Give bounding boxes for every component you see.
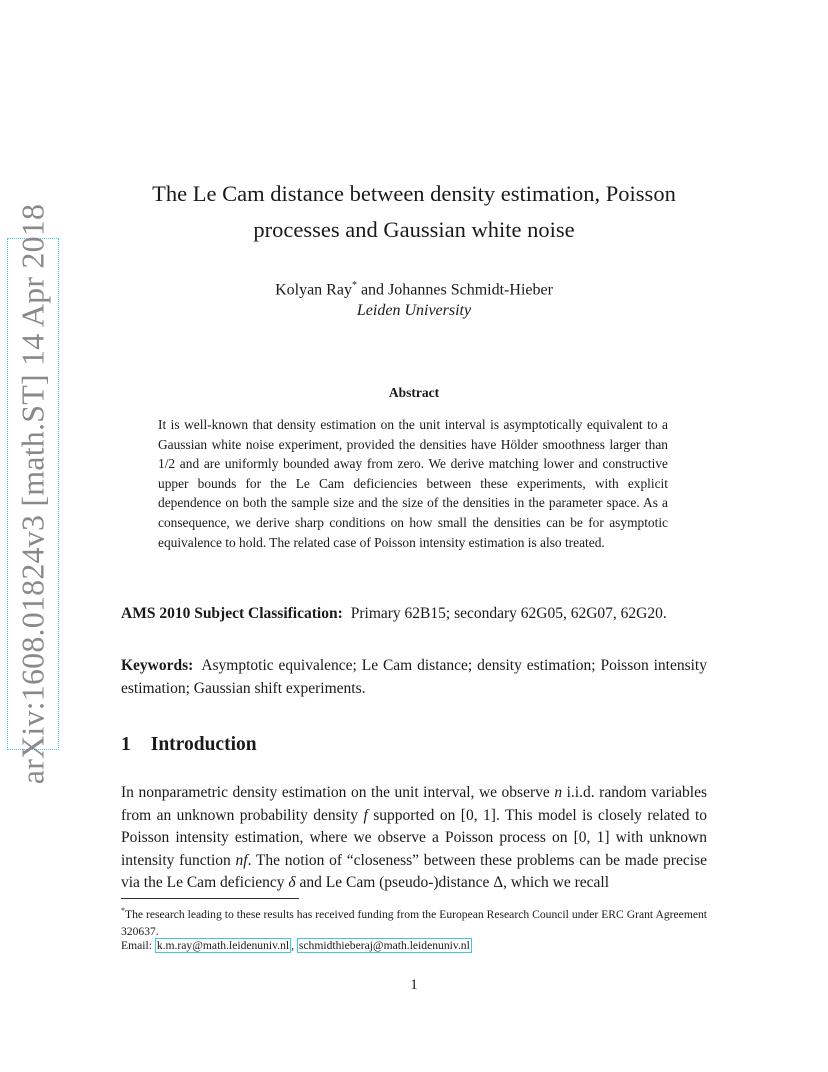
title-line-1: The Le Cam distance between density estimation, Poisson [152,181,676,206]
page-number: 1 [410,977,418,993]
intro-text-1: In nonparametric density estimation on the unit interval, we observe [121,784,555,801]
abstract-text: It is well-known that density estimation on the unit interval is asymptotically equivalent to a Gaussian white noise experiment, provided the densities have Hölder smoothness larger than 1/2 and are uniformly bounded away from zero. We derive matching lower and constructive upper bounds for the Le Cam deficiencies between these experiments, with explicit dependence on both the sample size and the size of the densities in the parameter space. As a consequence, we derive sharp conditions on how small the densities can be for asymptotic equivalence to hold. The related case of Poisson intensity estimation is also treated. [158,417,668,550]
intro-text-3: supported on [0, 1]. This model is closely related to Poisson intensity estimation, where we observe a Poisson process on [0, 1] with unknown intensity function [121,806,707,869]
paper-title [121,176,707,248]
author-list [121,276,707,300]
footnote [121,902,707,941]
author-footnote-mark[interactable]: * [351,280,357,291]
author-1: Kolyan Ray [275,281,352,299]
email-link-schmidt-hieber[interactable]: schmidthieberaj@math.leidenuniv.nl [298,939,470,952]
email-link-ray[interactable]: k.m.ray@math.leidenuniv.nl [156,939,290,952]
intro-math-delta: δ [288,874,296,891]
intro-text-4: . The notion of “closeness” between these problems can be made precise via the Le Cam deficiency [121,851,707,891]
ams-text: Primary 62B15; secondary 62G05, 62G07, 62G20. [350,605,667,622]
keywords [121,654,707,700]
footnote-mark: * [121,906,125,915]
section-number: 1 [121,734,131,755]
author-conjunction: and [356,281,389,299]
keywords-label: Keywords: [121,657,194,674]
title-line-2: processes and Gaussian white noise [253,217,575,242]
section-title: Introduction [150,734,257,755]
email-label: Email: [121,939,155,952]
keywords-text: Asymptotic equivalence; Le Cam distance; density estimation; Poisson intensity estimation; Gaussian shift experiments. [121,657,707,697]
section-heading-introduction [121,734,257,756]
ams-classification [121,602,707,626]
footnote-rule [121,898,299,899]
intro-math-n: n [554,784,563,801]
affiliation: Leiden University [356,302,472,319]
introduction-paragraph [121,782,707,895]
abstract-heading: Abstract [388,385,440,400]
arxiv-stamp-text: arXiv:1608.01824v3 [math.ST] 14 Apr 2018 [14,203,51,785]
arxiv-stamp[interactable] [7,203,59,785]
email-separator: , [291,939,297,952]
ams-label: AMS 2010 Subject Classification: [121,605,343,622]
intro-math-f: f [363,806,368,824]
intro-text-5: and Le Cam (pseudo-)distance Δ, which we recall [295,874,610,891]
intro-math-nf: nf [235,851,248,869]
intro-text-2: i.i.d. random variables from an unknown probability density [121,784,708,824]
email-line [121,937,472,955]
author-2: Johannes Schmidt-Hieber [388,281,553,299]
footnote-text: The research leading to these results has received funding from the European Research Council under ERC Grant Agreement 320637. [121,907,707,939]
